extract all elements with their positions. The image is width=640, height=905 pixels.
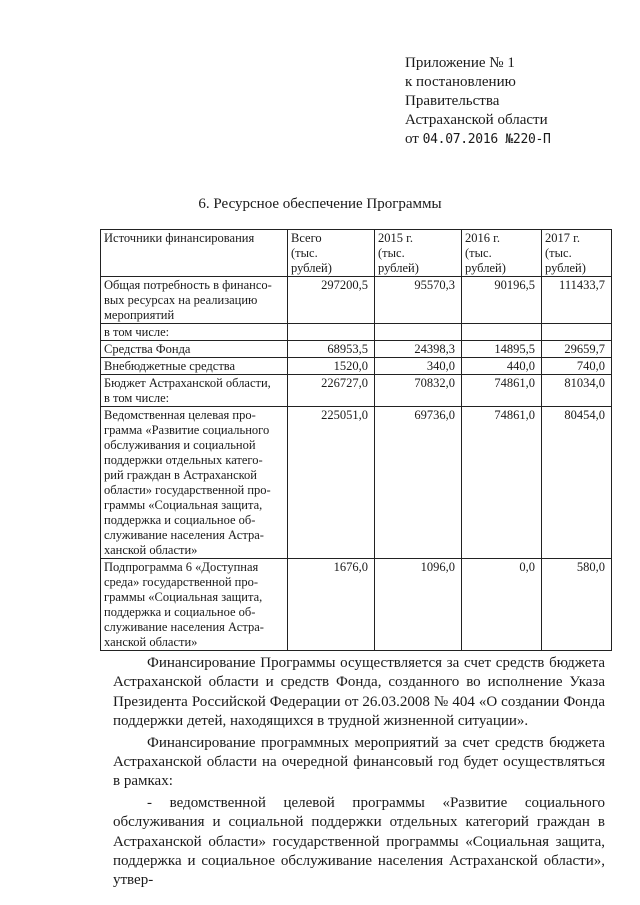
row-label: Общая потребность в финансо- вых ресурсах на реализацию мероприятий [101, 277, 288, 324]
cell-total: 225051,0 [288, 407, 375, 559]
cell-2017: 580,0 [542, 559, 612, 651]
cell-total: 226727,0 [288, 375, 375, 407]
cell-2015: 24398,3 [375, 341, 462, 358]
cell-2016: 0,0 [462, 559, 542, 651]
row-label: Бюджет Астраханской области, в том числе: [101, 375, 288, 407]
cell-total: 68953,5 [288, 341, 375, 358]
table-row [101, 277, 612, 324]
cell-2017: 29659,7 [542, 341, 612, 358]
cell-2015 [375, 324, 462, 341]
cell-2017: 740,0 [542, 358, 612, 375]
header-2015: 2015 г. (тыс. рублей) [375, 230, 462, 277]
cell-2015: 1096,0 [375, 559, 462, 651]
annex-date-line [405, 130, 551, 149]
row-label: Средства Фонда [101, 341, 288, 358]
row-label: Подпрограмма 6 «Доступная среда» государственной про- граммы «Социальная защита, поддержка и социальное об- служивание населения Астра- ханской области» [101, 559, 288, 651]
header-2016: 2016 г. (тыс. рублей) [462, 230, 542, 277]
cell-2015: 340,0 [375, 358, 462, 375]
cell-2016: 74861,0 [462, 407, 542, 559]
cell-2015: 95570,3 [375, 277, 462, 324]
section-title: 6. Ресурсное обеспечение Программы [198, 196, 442, 212]
body-text [113, 654, 605, 891]
row-label: Ведомственная целевая про- грамма «Развитие социального обслуживания и социальной поддержки отдельных катего- рий граждан в Астраханской области» государственной про- граммы «Социальная защита, поддержка и социальное об- служивание населения Астра- ханской области» [101, 407, 288, 559]
table-row [101, 358, 612, 375]
cell-2016: 14895,5 [462, 341, 542, 358]
cell-2017: 111433,7 [542, 277, 612, 324]
paragraph-departmental-program: - ведомственной целевой программы «Развитие социального обслуживания и социальной поддержки отдельных категорий граждан в Астраханской области» государственной программы «Социальная защита, поддержка и социальное обслуживание населения Астраханской области», утвер- [113, 794, 605, 889]
cell-2015: 69736,0 [375, 407, 462, 559]
cell-total: 297200,5 [288, 277, 375, 324]
cell-2017: 81034,0 [542, 375, 612, 407]
header-source: Источники финансирования [101, 230, 288, 277]
table-row [101, 375, 612, 407]
table-header-row [101, 230, 612, 277]
annex-line-3: Правительства [405, 93, 500, 109]
cell-2015: 70832,0 [375, 375, 462, 407]
table-row [101, 407, 612, 559]
annex-line-2: к постановлению [405, 74, 516, 90]
cell-2017 [542, 324, 612, 341]
annex-line-1: Приложение № 1 [405, 55, 515, 71]
annex-date-number: 04.07.2016 №220-П [422, 132, 551, 147]
table-row [101, 324, 612, 341]
annex-header [405, 54, 551, 149]
cell-total: 1520,0 [288, 358, 375, 375]
cell-2016: 74861,0 [462, 375, 542, 407]
annex-date-prefix: от [405, 131, 419, 147]
header-2017: 2017 г. (тыс. рублей) [542, 230, 612, 277]
cell-2016: 90196,5 [462, 277, 542, 324]
cell-2016 [462, 324, 542, 341]
cell-total [288, 324, 375, 341]
paragraph-funding-sources: Финансирование Программы осуществляется за счет средств бюджета Астраханской области и средств Фонда, созданного во исполнение Указа Президента Российской Федерации от 26.03.2008 № 404 «О создании Фонда поддержки детей, находящихся в трудной жизненной ситуации». [113, 655, 605, 730]
table-row [101, 559, 612, 651]
row-label: Внебюджетные средства [101, 358, 288, 375]
header-total: Всего (тыс. рублей) [288, 230, 375, 277]
table-row [101, 341, 612, 358]
resource-table [100, 229, 612, 651]
annex-line-4: Астраханской области [405, 112, 548, 128]
cell-total: 1676,0 [288, 559, 375, 651]
row-label: в том числе: [101, 324, 288, 341]
cell-2017: 80454,0 [542, 407, 612, 559]
cell-2016: 440,0 [462, 358, 542, 375]
paragraph-funding-frameworks: Финансирование программных мероприятий за счет средств бюджета Астраханской области на очередной финансовый год будет осуществляться в рамках: [113, 734, 605, 790]
